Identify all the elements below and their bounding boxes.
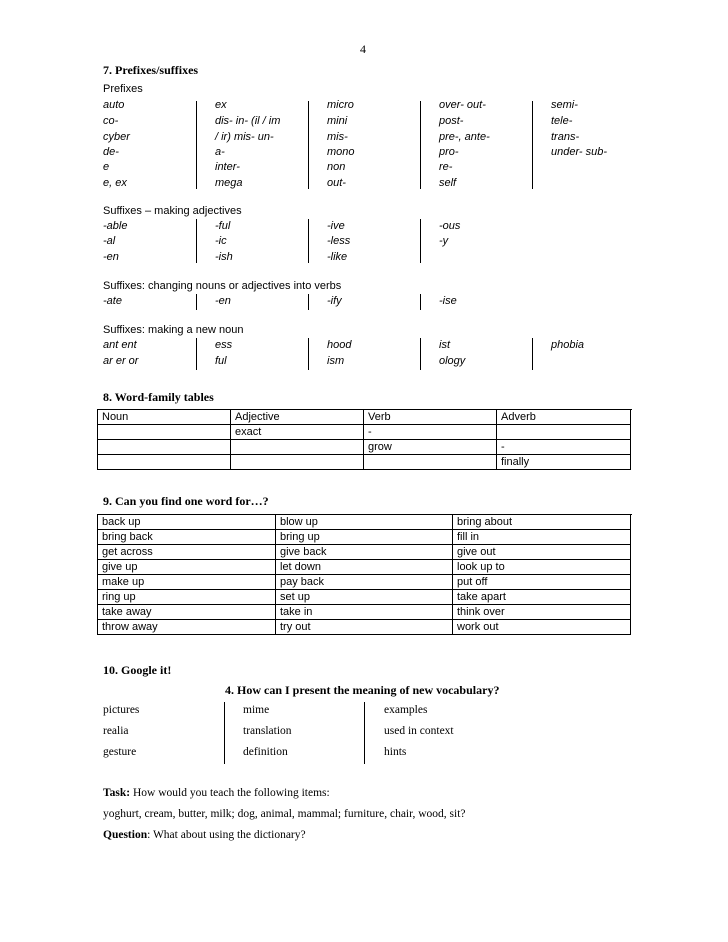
table-cell: back up [98, 515, 276, 530]
suffix-item: -ify [327, 295, 342, 307]
suffix-item: ist [439, 339, 450, 351]
suffix-item: -ise [439, 295, 457, 307]
prefix-item: cyber [103, 131, 130, 143]
method-item: gesture [103, 746, 137, 758]
table-cell: exact [231, 425, 364, 440]
suffix-item: -en [215, 295, 231, 307]
suffix-item: -ive [327, 220, 345, 232]
suffix-item: -al [103, 235, 116, 247]
prefix-item: non [327, 161, 346, 173]
suffix-verbs-label: Suffixes: changing nouns or adjectives into verbs [103, 280, 342, 292]
prefix-item: ex [215, 99, 227, 111]
prefix-item: a- [215, 146, 225, 158]
prefix-item: inter- [215, 161, 240, 173]
table-cell: put off [453, 575, 631, 590]
table-cell [98, 440, 231, 455]
method-item: used in context [384, 725, 454, 737]
suffix-nouns-label: Suffixes: making a new noun [103, 324, 244, 336]
table-cell [98, 425, 231, 440]
suffix-item: -able [103, 220, 128, 232]
suffix-item: -ic [215, 235, 227, 247]
suffix-item: -ate [103, 295, 122, 307]
suffix-item: ology [439, 355, 466, 367]
table-cell: ring up [98, 590, 276, 605]
prefix-item: mega [215, 177, 243, 189]
table-cell: blow up [276, 515, 453, 530]
column-divider [420, 219, 421, 263]
column-divider [420, 338, 421, 370]
table-cell: grow [364, 440, 497, 455]
prefix-item: e [103, 161, 110, 173]
table-cell: bring back [98, 530, 276, 545]
table-cell [231, 455, 364, 470]
prefix-item: trans- [551, 131, 580, 143]
column-divider [308, 338, 309, 370]
method-item: definition [243, 746, 288, 758]
table-header-cell: Adverb [497, 410, 631, 425]
method-item: hints [384, 746, 407, 758]
task-items: yoghurt, cream, butter, milk; dog, animal, mammal; furniture, chair, wood, sit? [103, 808, 466, 820]
section-10-title: 10. Google it! [103, 663, 172, 677]
table-cell: give out [453, 545, 631, 560]
column-divider [532, 338, 533, 370]
method-item: examples [384, 704, 428, 716]
suffix-item: ful [215, 355, 227, 367]
column-divider [308, 101, 309, 189]
prefix-item: semi- [551, 99, 578, 111]
prefix-item: auto [103, 99, 125, 111]
column-divider [308, 219, 309, 263]
prefix-item: under- sub- [551, 146, 608, 158]
prefix-item: over- out- [439, 99, 486, 111]
task-text: How would you teach the following items: [130, 787, 330, 799]
suffix-item: ar er or [103, 355, 139, 367]
prefix-item: self [439, 177, 457, 189]
table-cell [231, 440, 364, 455]
suffix-item: -en [103, 251, 119, 263]
column-divider [224, 702, 225, 764]
question-4-title: 4. How can I present the meaning of new vocabulary? [225, 683, 500, 697]
table-header-cell: Noun [98, 410, 231, 425]
prefix-item: tele- [551, 115, 573, 127]
column-divider [196, 338, 197, 370]
table-cell: give up [98, 560, 276, 575]
column-divider [532, 101, 533, 189]
prefix-item: re- [439, 161, 453, 173]
suffix-item: -ish [215, 251, 233, 263]
table-cell: bring about [453, 515, 631, 530]
prefix-item: pro- [439, 146, 459, 158]
prefix-item: micro [327, 99, 354, 111]
column-divider [420, 294, 421, 310]
suffix-item: -like [327, 251, 348, 263]
prefix-item: de- [103, 146, 119, 158]
prefix-item: mini [327, 115, 348, 127]
suffix-item: ism [327, 355, 345, 367]
suffix-item: hood [327, 339, 352, 351]
method-item: realia [103, 725, 129, 737]
table-cell: take apart [453, 590, 631, 605]
table-cell [98, 455, 231, 470]
table-cell [497, 425, 631, 440]
phrasal-verbs-table [97, 514, 632, 635]
method-item: pictures [103, 704, 140, 716]
table-cell: - [497, 440, 631, 455]
page-number: 4 [360, 42, 366, 56]
method-item: translation [243, 725, 292, 737]
table-cell: take away [98, 605, 276, 620]
prefix-item: e, ex [103, 177, 127, 189]
table-cell: think over [453, 605, 631, 620]
suffix-item: phobia [551, 339, 585, 351]
prefix-item: co- [103, 115, 119, 127]
prefix-item: post- [439, 115, 464, 127]
suffix-item: -ous [439, 220, 461, 232]
method-item: mime [243, 704, 270, 716]
suffix-item: -ful [215, 220, 231, 232]
section-7-title: 7. Prefixes/suffixes [103, 63, 199, 77]
suffix-item: -y [439, 235, 449, 247]
table-header-cell: Adjective [231, 410, 364, 425]
suffix-item: ant ent [103, 339, 137, 351]
table-cell: take in [276, 605, 453, 620]
table-cell: let down [276, 560, 453, 575]
column-divider [308, 294, 309, 310]
table-cell: work out [453, 620, 631, 635]
table-cell: - [364, 425, 497, 440]
column-divider [196, 219, 197, 263]
prefix-item: mono [327, 146, 355, 158]
suffix-adjectives-label: Suffixes – making adjectives [103, 205, 242, 217]
suffix-item: ess [215, 339, 233, 351]
section-9-title: 9. Can you find one word for…? [103, 494, 269, 508]
column-divider [420, 101, 421, 189]
prefix-item: dis- in- (il / im [215, 115, 281, 127]
table-cell: get across [98, 545, 276, 560]
word-family-table [97, 409, 632, 470]
table-header-cell: Verb [364, 410, 497, 425]
prefix-item: mis- [327, 131, 348, 143]
question-line [103, 829, 306, 841]
table-cell: make up [98, 575, 276, 590]
question-text: : What about using the dictionary? [147, 829, 306, 841]
column-divider [196, 294, 197, 310]
suffix-item: -less [327, 235, 351, 247]
question-label: Question [103, 829, 148, 841]
table-cell: try out [276, 620, 453, 635]
column-divider [364, 702, 365, 764]
table-cell: finally [497, 455, 631, 470]
table-cell: give back [276, 545, 453, 560]
table-cell: pay back [276, 575, 453, 590]
table-cell: set up [276, 590, 453, 605]
task-label: Task: [103, 787, 131, 799]
section-8-title: 8. Word-family tables [103, 390, 214, 404]
prefix-item: out- [327, 177, 346, 189]
task-line [103, 787, 330, 799]
table-cell: fill in [453, 530, 631, 545]
prefixes-label: Prefixes [103, 83, 143, 95]
table-cell: look up to [453, 560, 631, 575]
prefix-item: pre-, ante- [439, 131, 490, 143]
table-cell: bring up [276, 530, 453, 545]
column-divider [196, 101, 197, 189]
prefix-item: / ir) mis- un- [215, 131, 274, 143]
table-cell: throw away [98, 620, 276, 635]
table-cell [364, 455, 497, 470]
